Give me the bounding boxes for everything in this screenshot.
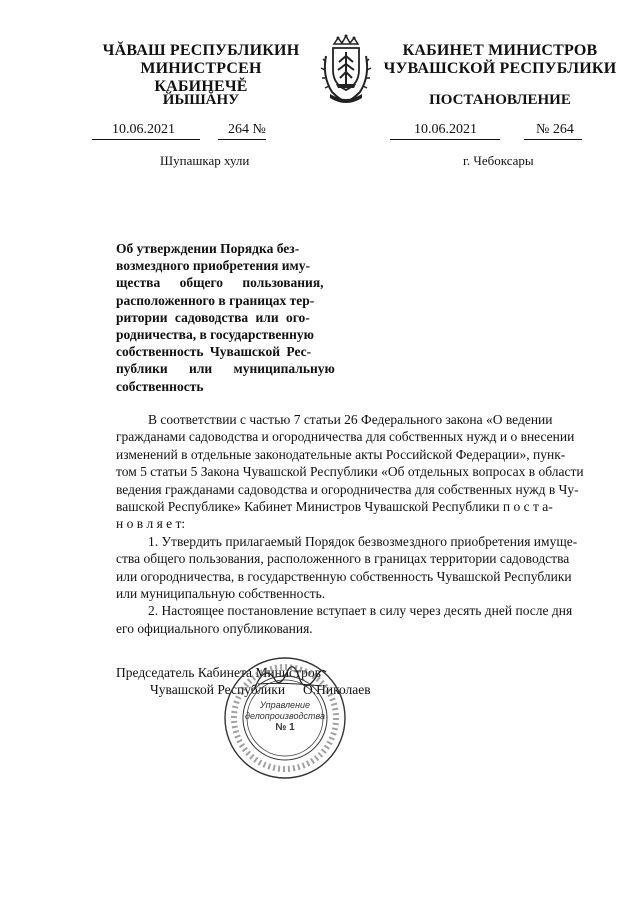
number-right: № 264: [536, 122, 574, 137]
body-line: н о в л я е т:: [116, 516, 186, 532]
doc-type-left: ЙЫШĂНУ: [162, 92, 240, 108]
body-line: его официального опубликования.: [116, 620, 313, 636]
body-line: или муниципальную собственность.: [116, 586, 326, 602]
header-left-line2: МИНИСТРСЕН КАБИНЕЧĔ: [140, 60, 262, 95]
title-line: собственность Чувашской Рес-: [116, 344, 312, 360]
body-line: 1. Утвердить прилагаемый Порядок безвозмездного приобретения имуще-: [148, 533, 578, 549]
title-line: родничества, в государственную: [116, 327, 314, 343]
body-line: 2. Настоящее постановление вступает в силу через десять дней после дня: [148, 603, 573, 619]
document-title: [116, 240, 335, 395]
date-line-right: [390, 122, 590, 140]
signature-position-line2: Чувашской Республики: [150, 682, 286, 697]
date-left: 10.06.2021: [112, 122, 175, 137]
signatory-name: О.Николаев: [303, 682, 371, 697]
signature-position-line1: Председатель Кабинета Министров: [116, 665, 321, 680]
body-line: вашской Республике» Кабинет Министров Чувашской Республики п о с т а-: [116, 499, 553, 515]
title-line: ритории садоводства или ого-: [116, 309, 310, 325]
stamp-inner-line2: делопроизводства: [245, 711, 325, 721]
place-left: Шупашкар хули: [160, 153, 250, 168]
body-line: ства общего пользования, расположенного в границах территории садоводства: [116, 551, 570, 567]
title-line: публики или муниципальную: [116, 361, 335, 377]
official-stamp: [222, 655, 348, 781]
title-line: собственность: [116, 378, 204, 394]
header-right-line2: ЧУВАШСКОЙ РЕСПУБЛИКИ: [383, 60, 617, 77]
header-right-org: [380, 42, 620, 78]
title-line: возмездного приобретения иму-: [116, 258, 310, 274]
stamp-inner-text: [222, 700, 348, 733]
body-line: или огородничества, в государственную собственность Чувашской Республики: [116, 568, 572, 584]
date-line-left: [92, 122, 272, 140]
date-right: 10.06.2021: [414, 122, 477, 137]
body-line: том 5 статьи 5 Закона Чувашской Республики «Об отдельных вопросах в области: [116, 464, 584, 480]
body-line: изменений в отдельные законодательные акты Российской Федерации», пунк-: [116, 446, 566, 462]
document-body: [116, 411, 596, 637]
header-left-line1: ЧĂВАШ РЕСПУБЛИКИН: [102, 42, 300, 59]
title-line: расположенного в границах тер-: [116, 292, 315, 308]
stamp-inner-line3: № 1: [275, 722, 295, 733]
doc-type-right: ПОСТАНОВЛЕНИЕ: [429, 92, 571, 108]
body-line: гражданами садоводства и огородничества для собственных нужд и о внесении: [116, 429, 575, 445]
header-left-org: [92, 42, 310, 96]
place-right: г. Чебоксары: [463, 153, 534, 168]
stamp-inner-line1: Управление: [259, 700, 311, 710]
body-line: ведения гражданами садоводства и огородничества для собственных нужд в Чу-: [116, 481, 579, 497]
body-line: В соответствии с частью 7 статьи 26 Федерального закона «О ведении: [148, 412, 553, 427]
number-left: 264 №: [228, 122, 266, 137]
header-right-line1: КАБИНЕТ МИНИСТРОВ: [402, 42, 598, 59]
title-line: щества общего пользования,: [116, 275, 324, 291]
emblem-icon: [318, 34, 374, 106]
title-line: Об утверждении Порядка без-: [116, 241, 300, 256]
